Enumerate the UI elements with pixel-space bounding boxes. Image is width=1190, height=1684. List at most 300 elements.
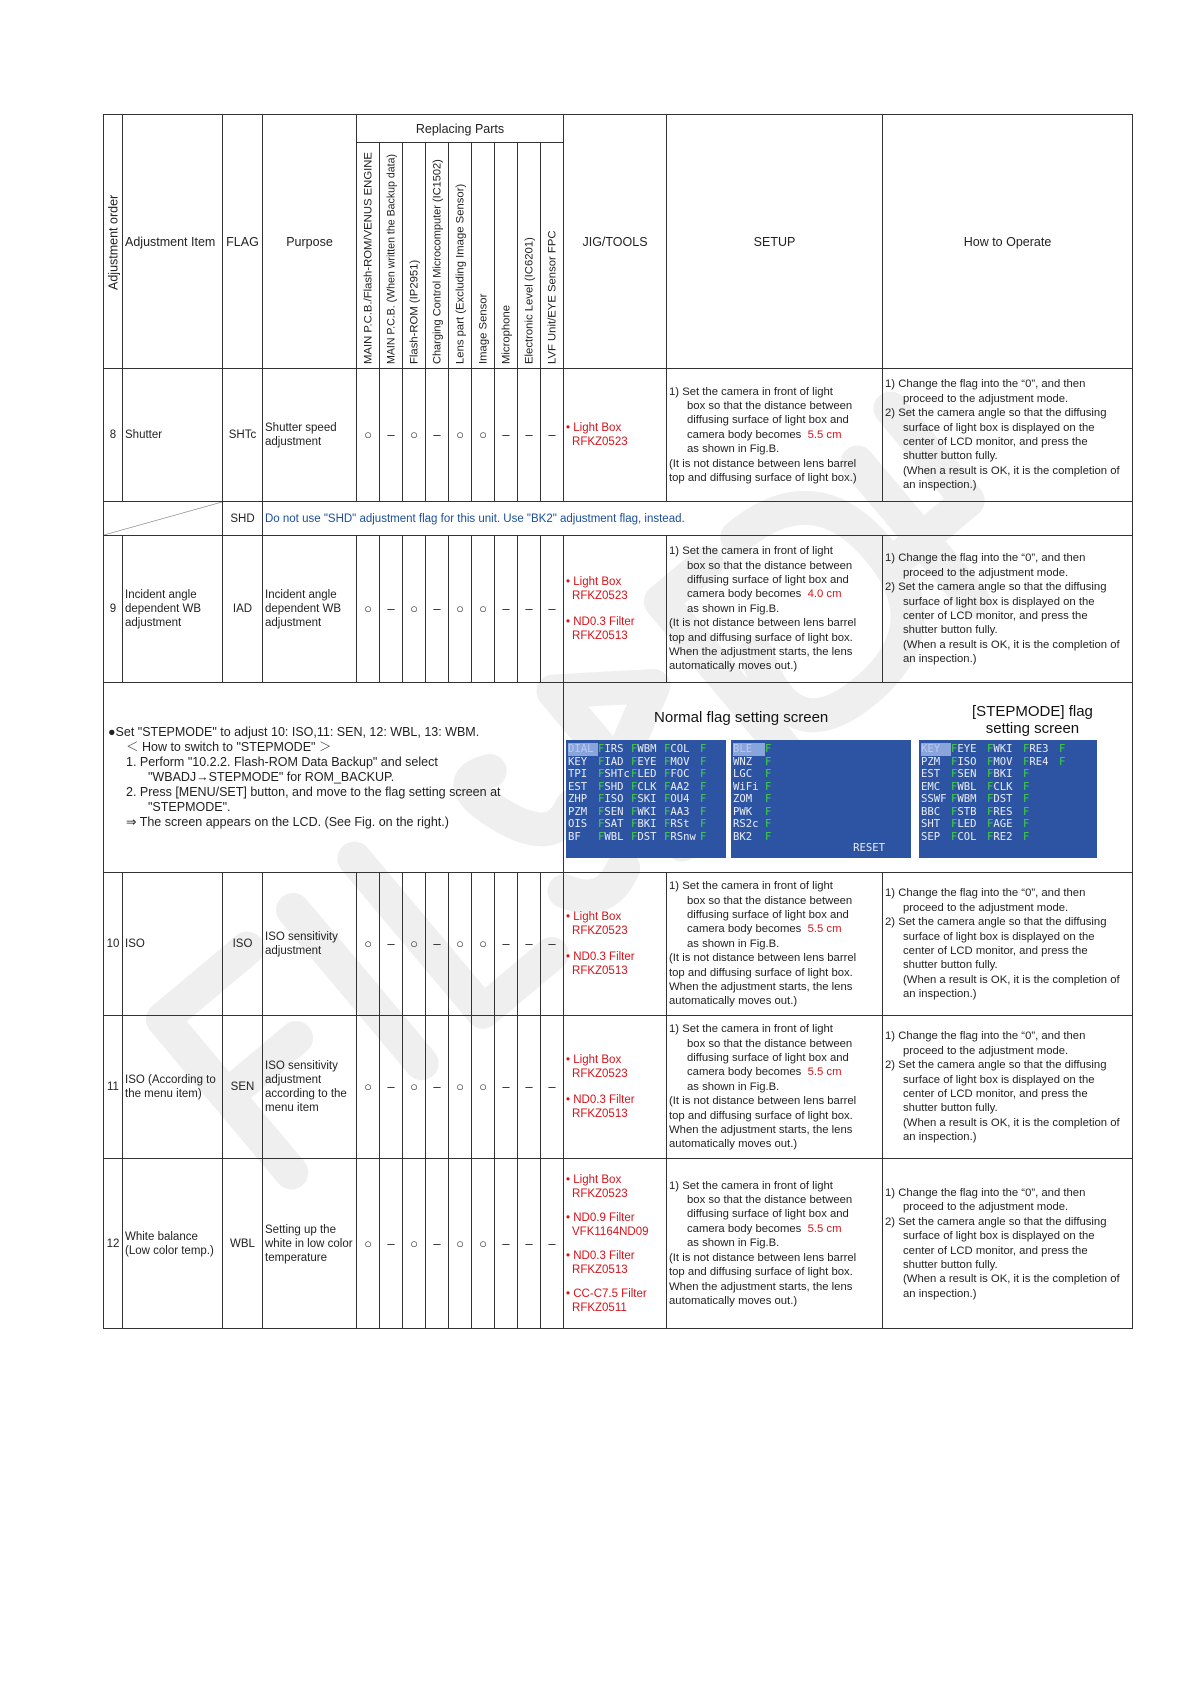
lcd-flag: F xyxy=(765,793,772,805)
lcd-flag: WiFi xyxy=(733,780,759,793)
setup-line: When the adjustment starts, the lens xyxy=(669,1280,853,1293)
part-mark: ○ xyxy=(403,873,426,1016)
part-mark: ○ xyxy=(472,873,495,1016)
part-mark: – xyxy=(426,369,449,502)
setup-line: camera body becomes xyxy=(687,588,802,601)
lcd-flag: F xyxy=(765,768,772,780)
lcd-flag: EST xyxy=(568,780,588,793)
stepmode-result: ⇒ The screen appears on the LCD. (See Fig. on the right.) xyxy=(126,815,449,829)
lcd-flag: EMC xyxy=(921,780,941,793)
row-item: Incident angle dependent WB adjustment xyxy=(123,536,223,683)
lcd-flag: F xyxy=(765,818,772,830)
row-purpose: Shutter speed adjustment xyxy=(263,369,357,502)
part-mark: ○ xyxy=(403,1159,426,1329)
lcd-flag: FDST xyxy=(987,793,1013,805)
header-adjustment-order: Adjustment order xyxy=(104,115,123,369)
lcd-flag: FRSnw xyxy=(664,830,696,843)
jig-part-number: RFKZ0513 xyxy=(572,630,628,642)
part-mark: ○ xyxy=(449,536,472,683)
row-flag: SHTc xyxy=(223,369,263,502)
jig-part-number: RFKZ0523 xyxy=(572,590,628,602)
lcd-flag: PZM xyxy=(921,755,941,768)
lcd-row xyxy=(733,756,909,769)
part-mark: – xyxy=(380,1159,403,1329)
lcd-flag xyxy=(1059,793,1073,806)
part-mark: ○ xyxy=(472,536,495,683)
operate-line: center of LCD monitor, and press the xyxy=(903,1244,1088,1257)
setup-line: 1) Set the camera in front of light xyxy=(669,1179,833,1192)
lcd-flag: F xyxy=(765,743,772,755)
setup-line: (It is not distance between lens barrel xyxy=(669,1095,857,1108)
stepmode-band xyxy=(104,683,1133,873)
lcd-flag: FCLK xyxy=(631,780,657,793)
lcd-flag: SSWF xyxy=(921,793,947,805)
operate-line: 2) Set the camera angle so that the diffusing xyxy=(885,1059,1107,1072)
lcd-flag: FSTB xyxy=(951,805,977,818)
lcd-flag: FRE2 xyxy=(987,830,1013,843)
lcd-flag: F xyxy=(1023,805,1030,818)
lcd-flag xyxy=(1059,781,1073,794)
setup-line: as shown in Fig.B. xyxy=(687,602,780,615)
operate-line: 2) Set the camera angle so that the diffusing xyxy=(885,1215,1107,1228)
lcd-flag: FCOL xyxy=(951,830,977,843)
lcd-flag: FEYE xyxy=(631,755,657,768)
row-flag: SEN xyxy=(223,1016,263,1159)
setup-cell xyxy=(667,369,883,502)
operate-line: proceed to the adjustment mode. xyxy=(903,901,1069,914)
setup-line: automatically moves out.) xyxy=(669,1138,798,1151)
lcd-flag: FBKI xyxy=(987,768,1013,780)
row-flag: IAD xyxy=(223,536,263,683)
jig-light-box: Light Box xyxy=(573,1054,622,1066)
bullet: • xyxy=(566,1211,571,1224)
lcd-flag: F xyxy=(1023,780,1030,793)
jig-light-box: Light Box xyxy=(573,576,622,588)
row-flag: ISO xyxy=(223,873,263,1016)
lcd-flag: FSEN xyxy=(598,805,624,818)
distance-value: 5.5 cm xyxy=(807,923,842,936)
jig-part-number: RFKZ0523 xyxy=(572,925,628,937)
jig-part-number: RFKZ0513 xyxy=(572,965,628,977)
lcd-flag: SEP xyxy=(921,830,941,843)
lcd-flag: FISO xyxy=(598,793,624,805)
setup-line: as shown in Fig.B. xyxy=(687,1237,780,1250)
operate-line: center of LCD monitor, and press the xyxy=(903,1088,1088,1100)
lcd-flag: FOU4 xyxy=(664,793,690,805)
lcd-flag: F xyxy=(1023,768,1030,780)
operate-line: 2) Set the camera angle so that the diffusing xyxy=(885,916,1107,929)
lcd-flag: FSEN xyxy=(951,768,977,780)
lcd-flag: FWBL xyxy=(951,780,977,793)
stepmode-screen-caption xyxy=(972,703,1093,737)
part-mark: – xyxy=(518,1016,541,1159)
lcd-row xyxy=(733,806,909,819)
lcd-flag: F xyxy=(700,755,707,768)
header-replacing-parts: Replacing Parts xyxy=(357,115,564,143)
part-mark: – xyxy=(380,536,403,683)
part-lens: Lens part (Excluding Image Sensor) xyxy=(449,143,472,369)
setup-line: When the adjustment starts, the lens xyxy=(669,981,853,994)
row-purpose: Setting up the white in low color temperature xyxy=(263,1159,357,1329)
operate-line: (When a result is OK, it is the completion of xyxy=(903,973,1120,986)
part-mark: ○ xyxy=(449,1159,472,1329)
lcd-flag: BLE xyxy=(733,743,765,756)
operate-line: an inspection.) xyxy=(903,479,977,492)
setup-line: as shown in Fig.B. xyxy=(687,937,780,950)
lcd-row xyxy=(568,793,724,806)
operate-line: shutter button fully. xyxy=(903,1102,998,1115)
part-mark: – xyxy=(541,873,564,1016)
lcd-flag: BF xyxy=(568,830,581,843)
lcd-row xyxy=(921,768,1095,781)
lcd-row xyxy=(568,768,724,781)
part-mark: – xyxy=(495,536,518,683)
part-mark: – xyxy=(518,369,541,502)
setup-line: When the adjustment starts, the lens xyxy=(669,646,853,659)
stepmode-flag-screen xyxy=(919,740,1097,858)
part-mark: ○ xyxy=(449,369,472,502)
lcd-flag: FAA3 xyxy=(664,805,690,818)
lcd-flag: F xyxy=(1023,793,1030,805)
lcd-row xyxy=(733,743,909,756)
row-item: ISO xyxy=(123,873,223,1016)
setup-cell xyxy=(667,1016,883,1159)
lcd-flag: F xyxy=(700,780,707,793)
stepmode-step: "WBADJ→STEPMODE" for ROM_BACKUP. xyxy=(148,770,395,784)
operate-line: shutter button fully. xyxy=(903,959,998,972)
header-adjustment-item: Adjustment Item xyxy=(123,115,223,369)
row-order: 9 xyxy=(104,536,123,683)
distance-value: 5.5 cm xyxy=(807,1066,842,1079)
jig-nd03-filter: ND0.3 Filter xyxy=(573,951,635,963)
stepmode-instructions xyxy=(104,683,564,873)
part-mark: ○ xyxy=(357,369,380,502)
lcd-flag: F xyxy=(700,793,707,805)
bullet: • xyxy=(566,422,571,434)
part-image-sensor: Image Sensor xyxy=(472,143,495,369)
lcd-flag: FAA2 xyxy=(664,780,690,793)
operate-line: 2) Set the camera angle so that the diffusing xyxy=(885,581,1107,594)
part-mark: ○ xyxy=(472,1016,495,1159)
setup-line: diffusing surface of light box and xyxy=(687,1051,849,1064)
setup-line: (It is not distance between lens barrel xyxy=(669,457,857,470)
setup-line: 1) Set the camera in front of light xyxy=(669,1023,833,1036)
part-mark: ○ xyxy=(472,369,495,502)
lcd-row xyxy=(921,831,1095,844)
lcd-flag: FWKI xyxy=(631,805,657,818)
lcd-flag: FBKI xyxy=(631,818,657,830)
lcd-flag: FRSt xyxy=(664,818,690,830)
stepmode-screens xyxy=(564,683,1133,873)
bullet: • xyxy=(566,911,571,923)
bullet: • xyxy=(566,1173,571,1186)
bullet: • xyxy=(566,951,571,963)
lcd-flag: FSKI xyxy=(631,793,657,805)
lcd-flag: F xyxy=(1059,743,1066,755)
bullet: • xyxy=(566,1094,571,1106)
part-mark: – xyxy=(518,873,541,1016)
header-row-1 xyxy=(104,115,1133,143)
operate-cell xyxy=(883,873,1133,1016)
stepmode-intro: ●Set "STEPMODE" to adjust 10: ISO,11: SEN, 12: WBL, 13: WBM. xyxy=(108,725,480,739)
lcd-flag: LGC xyxy=(733,768,753,780)
row-item: White balance (Low color temp.) xyxy=(123,1159,223,1329)
setup-line: (It is not distance between lens barrel xyxy=(669,952,857,965)
setup-line: (It is not distance between lens barrel xyxy=(669,617,857,630)
operate-line: shutter button fully. xyxy=(903,624,998,637)
stepmode-step: "STEPMODE". xyxy=(148,800,231,814)
adjustment-table xyxy=(103,114,1133,1329)
jig-nd03-filter: ND0.3 Filter xyxy=(573,616,635,628)
operate-line: an inspection.) xyxy=(903,1287,977,1300)
jig-tools-cell xyxy=(564,1159,667,1329)
setup-line: camera body becomes xyxy=(687,923,802,936)
table-row xyxy=(104,536,1133,683)
part-mark: – xyxy=(495,873,518,1016)
jig-light-box: Light Box xyxy=(573,911,622,923)
lcd-row xyxy=(568,831,724,844)
part-mark: ○ xyxy=(449,1016,472,1159)
operate-line: 1) Change the flag into the “0”, and then xyxy=(885,1030,1086,1043)
setup-line: diffusing surface of light box and xyxy=(687,573,849,586)
lcd-flag: F xyxy=(765,755,772,768)
jig-part-number: RFKZ0523 xyxy=(572,436,628,448)
part-main-pcb-backup: MAIN P.C.B. (When written the Backup data) xyxy=(380,143,403,369)
operate-line: 1) Change the flag into the “0”, and then xyxy=(885,552,1086,565)
operate-line: surface of light box is displayed on the xyxy=(903,595,1095,608)
distance-value: 5.5 cm xyxy=(807,428,842,441)
lcd-flag: SHT xyxy=(921,818,941,830)
part-mark: – xyxy=(380,873,403,1016)
part-charging-control: Charging Control Microcomputer (IC1502) xyxy=(426,143,449,369)
lcd-flag: EST xyxy=(921,768,941,780)
stepmode-step: 2. Press [MENU/SET] button, and move to the flag setting screen at xyxy=(126,785,501,799)
lcd-flag: KEY xyxy=(568,755,588,768)
part-mark: – xyxy=(380,1016,403,1159)
lcd-flag: FSHD xyxy=(598,780,624,793)
operate-cell xyxy=(883,1159,1133,1329)
operate-line: proceed to the adjustment mode. xyxy=(903,392,1069,405)
diagonal-cell xyxy=(104,502,223,536)
setup-line: top and diffusing surface of light box. xyxy=(669,1109,853,1122)
stepmode-howto: ＜ How to switch to "STEPMODE" ＞ xyxy=(126,740,332,754)
lcd-flag: F xyxy=(765,830,772,843)
part-mark: – xyxy=(426,1159,449,1329)
operate-line: 1) Change the flag into the “0”, and then xyxy=(885,887,1086,900)
lcd-flag: F xyxy=(700,805,707,818)
lcd-flag: F xyxy=(700,818,707,830)
lcd-flag: BK2 xyxy=(733,830,753,843)
lcd-row xyxy=(921,743,1095,756)
lcd-row xyxy=(568,781,724,794)
jig-nd03-filter: ND0.3 Filter xyxy=(573,1094,635,1106)
shd-note: Do not use "SHD" adjustment flag for this unit. Use "BK2" adjustment flag, instead. xyxy=(263,502,1133,536)
normal-flag-screen-page2 xyxy=(731,740,911,858)
header-setup: SETUP xyxy=(667,115,883,369)
distance-value: 4.0 cm xyxy=(807,588,842,601)
operate-line: shutter button fully. xyxy=(903,450,998,463)
part-mark: ○ xyxy=(403,536,426,683)
operate-line: (When a result is OK, it is the completion of xyxy=(903,638,1120,651)
jig-tools-cell xyxy=(564,873,667,1016)
lcd-flag xyxy=(1059,831,1073,844)
bullet: • xyxy=(566,576,571,588)
lcd-row xyxy=(733,781,909,794)
table-row xyxy=(104,873,1133,1016)
setup-line: box so that the distance between xyxy=(687,1037,853,1050)
jig-light-box: Light Box xyxy=(573,1173,622,1186)
part-mark: – xyxy=(541,369,564,502)
operate-line: surface of light box is displayed on the xyxy=(903,930,1095,943)
setup-line: automatically moves out.) xyxy=(669,660,798,673)
row-order: 8 xyxy=(104,369,123,502)
part-mark: ○ xyxy=(357,1159,380,1329)
normal-screen-caption: Normal flag setting screen xyxy=(654,709,829,726)
row-item: Shutter xyxy=(123,369,223,502)
setup-line: diffusing surface of light box and xyxy=(687,1208,849,1221)
lcd-flag: F xyxy=(1023,818,1030,830)
setup-line: top and diffusing surface of light box. xyxy=(669,966,853,979)
setup-line: box so that the distance between xyxy=(687,1194,853,1207)
distance-value: 5.5 cm xyxy=(807,1222,842,1235)
setup-line: camera body becomes xyxy=(687,1222,802,1235)
lcd-flag: FWKI xyxy=(987,743,1013,755)
lcd-flag: FLED xyxy=(631,768,657,780)
part-mark: – xyxy=(541,1016,564,1159)
part-mark: – xyxy=(426,536,449,683)
lcd-flag: F xyxy=(765,780,772,793)
jig-cc-filter: CC-C7.5 Filter xyxy=(573,1287,647,1300)
caption-line: [STEPMODE] flag xyxy=(972,703,1093,720)
jig-part-number: VFK1164ND09 xyxy=(572,1225,649,1238)
lcd-flag: FIRS xyxy=(598,743,624,755)
operate-line: surface of light box is displayed on the xyxy=(903,1230,1095,1243)
jig-part-number: RFKZ0523 xyxy=(572,1187,628,1200)
setup-line: (It is not distance between lens barrel xyxy=(669,1251,857,1264)
lcd-flag: FCOL xyxy=(664,743,690,755)
lcd-flag: FWBM xyxy=(631,743,657,755)
setup-cell xyxy=(667,1159,883,1329)
setup-line: as shown in Fig.B. xyxy=(687,1080,780,1093)
jig-part-number: RFKZ0511 xyxy=(572,1301,627,1314)
setup-line: automatically moves out.) xyxy=(669,995,798,1008)
lcd-flag: FIAD xyxy=(598,755,624,768)
row-order: 12 xyxy=(104,1159,123,1329)
operate-line: center of LCD monitor, and press the xyxy=(903,945,1088,957)
operate-line: center of LCD monitor, and press the xyxy=(903,610,1088,622)
row-item: ISO (According to the menu item) xyxy=(123,1016,223,1159)
setup-line: box so that the distance between xyxy=(687,894,853,907)
part-mark: – xyxy=(518,1159,541,1329)
row-flag: SHD xyxy=(223,502,263,536)
part-mark: ○ xyxy=(472,1159,495,1329)
setup-line: 1) Set the camera in front of light xyxy=(669,385,833,398)
part-microphone: Microphone xyxy=(495,143,518,369)
setup-line: diffusing surface of light box and xyxy=(687,414,849,427)
jig-part-number: RFKZ0523 xyxy=(572,1068,628,1080)
lcd-flag: BBC xyxy=(921,805,941,818)
operate-line: (When a result is OK, it is the completion of xyxy=(903,1116,1120,1129)
lcd-flag: ZOM xyxy=(733,793,753,805)
lcd-flag: F xyxy=(1059,755,1066,768)
part-electronic-level: Electronic Level (IC6201) xyxy=(518,143,541,369)
operate-line: surface of light box is displayed on the xyxy=(903,421,1095,434)
row-order: 10 xyxy=(104,873,123,1016)
header-flag: FLAG xyxy=(223,115,263,369)
row-order: 11 xyxy=(104,1016,123,1159)
lcd-flag: FCLK xyxy=(987,780,1013,793)
lcd-flag: FSAT xyxy=(598,818,624,830)
lcd-row xyxy=(921,781,1095,794)
lcd-flag: FWBM xyxy=(951,793,977,805)
part-mark: – xyxy=(541,1159,564,1329)
part-lvf-unit: LVF Unit/EYE Sensor FPC xyxy=(541,143,564,369)
lcd-rows xyxy=(733,743,909,843)
jig-nd09-filter: ND0.9 Filter xyxy=(573,1211,635,1224)
lcd-flag: OIS xyxy=(568,818,588,830)
part-mark: ○ xyxy=(449,873,472,1016)
table-row-shd xyxy=(104,502,1133,536)
part-mark: – xyxy=(541,536,564,683)
lcd-row xyxy=(568,806,724,819)
lcd-row xyxy=(921,793,1095,806)
lcd-flag: ZHP xyxy=(568,793,588,805)
operate-line: proceed to the adjustment mode. xyxy=(903,1201,1069,1214)
part-mark: – xyxy=(426,1016,449,1159)
lcd-row xyxy=(921,818,1095,831)
stepmode-step: 1. Perform "10.2.2. Flash-ROM Data Backup" and select xyxy=(126,755,438,769)
lcd-flag: WNZ xyxy=(733,755,753,768)
lcd-flag: FRE4 xyxy=(1023,755,1049,768)
lcd-flag: KEY xyxy=(921,743,951,756)
lcd-flag: FISO xyxy=(951,755,977,768)
lcd-flag: RS2c xyxy=(733,818,759,830)
table-row xyxy=(104,1159,1133,1329)
setup-line: box so that the distance between xyxy=(687,559,853,572)
setup-line: box so that the distance between xyxy=(687,399,853,412)
lcd-row xyxy=(733,818,909,831)
operate-line: shutter button fully. xyxy=(903,1258,998,1271)
part-mark: ○ xyxy=(357,536,380,683)
operate-line: an inspection.) xyxy=(903,1131,977,1144)
setup-line: automatically moves out.) xyxy=(669,1294,798,1307)
row-flag: WBL xyxy=(223,1159,263,1329)
table-row xyxy=(104,1016,1133,1159)
lcd-flag: FSHTc xyxy=(598,768,630,780)
lcd-flag: DIAL xyxy=(568,743,598,756)
jig-light-box: Light Box xyxy=(573,422,622,434)
operate-cell xyxy=(883,369,1133,502)
header-how-to-operate: How to Operate xyxy=(883,115,1133,369)
lcd-flag: F xyxy=(765,805,772,818)
lcd-row xyxy=(733,793,909,806)
lcd-row xyxy=(568,818,724,831)
setup-line: top and diffusing surface of light box. xyxy=(669,631,853,644)
operate-line: 1) Change the flag into the “0”, and then xyxy=(885,1186,1086,1199)
operate-line: an inspection.) xyxy=(903,653,977,666)
header-purpose: Purpose xyxy=(263,115,357,369)
row-purpose: ISO sensitivity adjustment xyxy=(263,873,357,1016)
lcd-flag xyxy=(1059,818,1073,831)
part-main-pcb: MAIN P.C.B./Flash-ROM/VENUS ENGINE xyxy=(357,143,380,369)
lcd-flag: F xyxy=(700,743,707,755)
operate-line: an inspection.) xyxy=(903,988,977,1001)
operate-line: center of LCD monitor, and press the xyxy=(903,436,1088,448)
bullet: • xyxy=(566,616,571,628)
jig-tools-cell xyxy=(564,1016,667,1159)
caption-line: setting screen xyxy=(985,720,1080,737)
operate-line: surface of light box is displayed on the xyxy=(903,1073,1095,1086)
